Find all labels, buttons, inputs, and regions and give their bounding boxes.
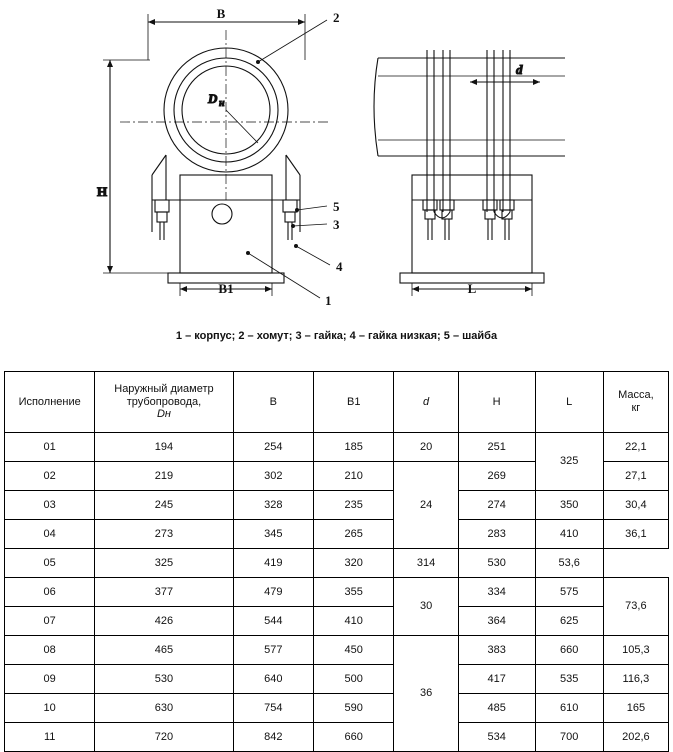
cell-l: 325 bbox=[535, 433, 603, 491]
cell-d: 20 bbox=[394, 433, 458, 462]
cell-b1: 265 bbox=[314, 520, 394, 549]
cell-ispolnenie: 06 bbox=[5, 578, 95, 607]
cell-b: 254 bbox=[233, 433, 313, 462]
callout-2: 2 bbox=[333, 10, 340, 25]
cell-d: 30 bbox=[394, 578, 458, 636]
cell-l: 535 bbox=[535, 665, 603, 694]
cell-h: 334 bbox=[458, 578, 535, 607]
cell-h: 269 bbox=[458, 462, 535, 491]
cell-d: 36 bbox=[394, 636, 458, 752]
callout-5: 5 bbox=[333, 199, 340, 214]
cell-massa: 36,1 bbox=[603, 520, 668, 549]
cell-l: 575 bbox=[535, 578, 603, 607]
header-d: d bbox=[394, 372, 458, 433]
cell-dn: 273 bbox=[95, 520, 233, 549]
specification-table bbox=[4, 371, 669, 752]
cell-b: 842 bbox=[233, 723, 313, 752]
cell-h: 364 bbox=[458, 607, 535, 636]
cell-ispolnenie: 09 bbox=[5, 665, 95, 694]
cell-h: 251 bbox=[458, 433, 535, 462]
cell-b: 754 bbox=[233, 694, 313, 723]
header-dn-line2: трубопровода, bbox=[126, 395, 202, 408]
cell-massa: 116,3 bbox=[603, 665, 668, 694]
cell-h: 274 bbox=[458, 491, 535, 520]
cell-h: 485 bbox=[458, 694, 535, 723]
cell-ispolnenie: 05 bbox=[5, 549, 95, 578]
cell-l: 610 bbox=[535, 694, 603, 723]
cell-b: 345 bbox=[233, 520, 313, 549]
cell-h: 417 bbox=[458, 665, 535, 694]
cell-l: 410 bbox=[535, 520, 603, 549]
table-row bbox=[5, 636, 669, 665]
cell-b: 577 bbox=[233, 636, 313, 665]
header-massa bbox=[603, 372, 668, 433]
header-dn-line3: Dн bbox=[156, 408, 171, 421]
header-b: B bbox=[233, 372, 313, 433]
cell-ispolnenie: 02 bbox=[5, 462, 95, 491]
label-h: H bbox=[97, 184, 108, 199]
cell-l: 530 bbox=[458, 549, 535, 578]
cell-dn: 465 bbox=[95, 636, 233, 665]
header-dn-line1: Наружный диаметр bbox=[114, 383, 214, 396]
cell-massa: 105,3 bbox=[603, 636, 668, 665]
cell-b1: 410 bbox=[314, 607, 394, 636]
cell-b: 419 bbox=[233, 549, 313, 578]
drawing-caption: 1 – корпус; 2 – хомут; 3 – гайка; 4 – гайка низкая; 5 – шайба bbox=[175, 330, 498, 342]
cell-l: 350 bbox=[535, 491, 603, 520]
table-row bbox=[5, 723, 669, 752]
cell-ispolnenie: 04 bbox=[5, 520, 95, 549]
drawing-svg bbox=[0, 0, 673, 320]
table-row bbox=[5, 549, 669, 578]
cell-dn: 630 bbox=[95, 694, 233, 723]
header-outer-diameter bbox=[95, 372, 233, 433]
cell-l: 625 bbox=[535, 607, 603, 636]
cell-ispolnenie: 03 bbox=[5, 491, 95, 520]
cell-l: 660 bbox=[535, 636, 603, 665]
table-row bbox=[5, 491, 669, 520]
cell-b1: 320 bbox=[314, 549, 394, 578]
label-b1: B1 bbox=[218, 281, 234, 296]
label-dn: D bbox=[208, 91, 218, 106]
cell-d: 24 bbox=[394, 462, 458, 549]
label-d: d bbox=[516, 62, 523, 77]
cell-b1: 235 bbox=[314, 491, 394, 520]
header-h: H bbox=[458, 372, 535, 433]
cell-b1: 210 bbox=[314, 462, 394, 491]
cell-b: 544 bbox=[233, 607, 313, 636]
header-massa-line2: кг bbox=[631, 402, 641, 414]
cell-b1: 450 bbox=[314, 636, 394, 665]
cell-dn: 530 bbox=[95, 665, 233, 694]
cell-b: 640 bbox=[233, 665, 313, 694]
cell-massa: 27,1 bbox=[603, 462, 668, 491]
label-b: B bbox=[216, 6, 226, 21]
cell-dn: 245 bbox=[95, 491, 233, 520]
table-row bbox=[5, 694, 669, 723]
header-l: L bbox=[535, 372, 603, 433]
table-row bbox=[5, 607, 669, 636]
technical-drawing bbox=[0, 0, 673, 320]
cell-ispolnenie: 10 bbox=[5, 694, 95, 723]
cell-massa: 202,6 bbox=[603, 723, 668, 752]
cell-dn: 325 bbox=[95, 549, 233, 578]
cell-l: 700 bbox=[535, 723, 603, 752]
cell-b: 302 bbox=[233, 462, 313, 491]
cell-massa: 73,6 bbox=[603, 578, 668, 636]
cell-h: 283 bbox=[458, 520, 535, 549]
svg-text:н: н bbox=[219, 98, 225, 109]
table-header-row bbox=[5, 372, 669, 433]
cell-b: 328 bbox=[233, 491, 313, 520]
cell-h: 534 bbox=[458, 723, 535, 752]
table-row bbox=[5, 433, 669, 462]
callout-3: 3 bbox=[333, 217, 340, 232]
cell-massa: 53,6 bbox=[535, 549, 603, 578]
cell-massa: 22,1 bbox=[603, 433, 668, 462]
cell-h: 314 bbox=[394, 549, 458, 578]
cell-ispolnenie: 07 bbox=[5, 607, 95, 636]
cell-dn: 219 bbox=[95, 462, 233, 491]
table-row bbox=[5, 665, 669, 694]
cell-b: 479 bbox=[233, 578, 313, 607]
cell-b1: 500 bbox=[314, 665, 394, 694]
cell-dn: 426 bbox=[95, 607, 233, 636]
table-row bbox=[5, 578, 669, 607]
cell-massa: 165 bbox=[603, 694, 668, 723]
cell-ispolnenie: 01 bbox=[5, 433, 95, 462]
cell-b1: 660 bbox=[314, 723, 394, 752]
header-massa-line1: Масса, bbox=[618, 389, 654, 402]
cell-h: 383 bbox=[458, 636, 535, 665]
header-ispolnenie: Исполнение bbox=[5, 372, 95, 433]
cell-dn: 194 bbox=[95, 433, 233, 462]
callout-1: 1 bbox=[325, 293, 332, 308]
cell-massa: 30,4 bbox=[603, 491, 668, 520]
cell-b1: 590 bbox=[314, 694, 394, 723]
cell-ispolnenie: 11 bbox=[5, 723, 95, 752]
table-row bbox=[5, 520, 669, 549]
cell-b1: 185 bbox=[314, 433, 394, 462]
callout-4: 4 bbox=[336, 259, 343, 274]
header-b1: B1 bbox=[314, 372, 394, 433]
cell-dn: 377 bbox=[95, 578, 233, 607]
cell-ispolnenie: 08 bbox=[5, 636, 95, 665]
cell-dn: 720 bbox=[95, 723, 233, 752]
cell-b1: 355 bbox=[314, 578, 394, 607]
label-l: L bbox=[467, 281, 477, 296]
